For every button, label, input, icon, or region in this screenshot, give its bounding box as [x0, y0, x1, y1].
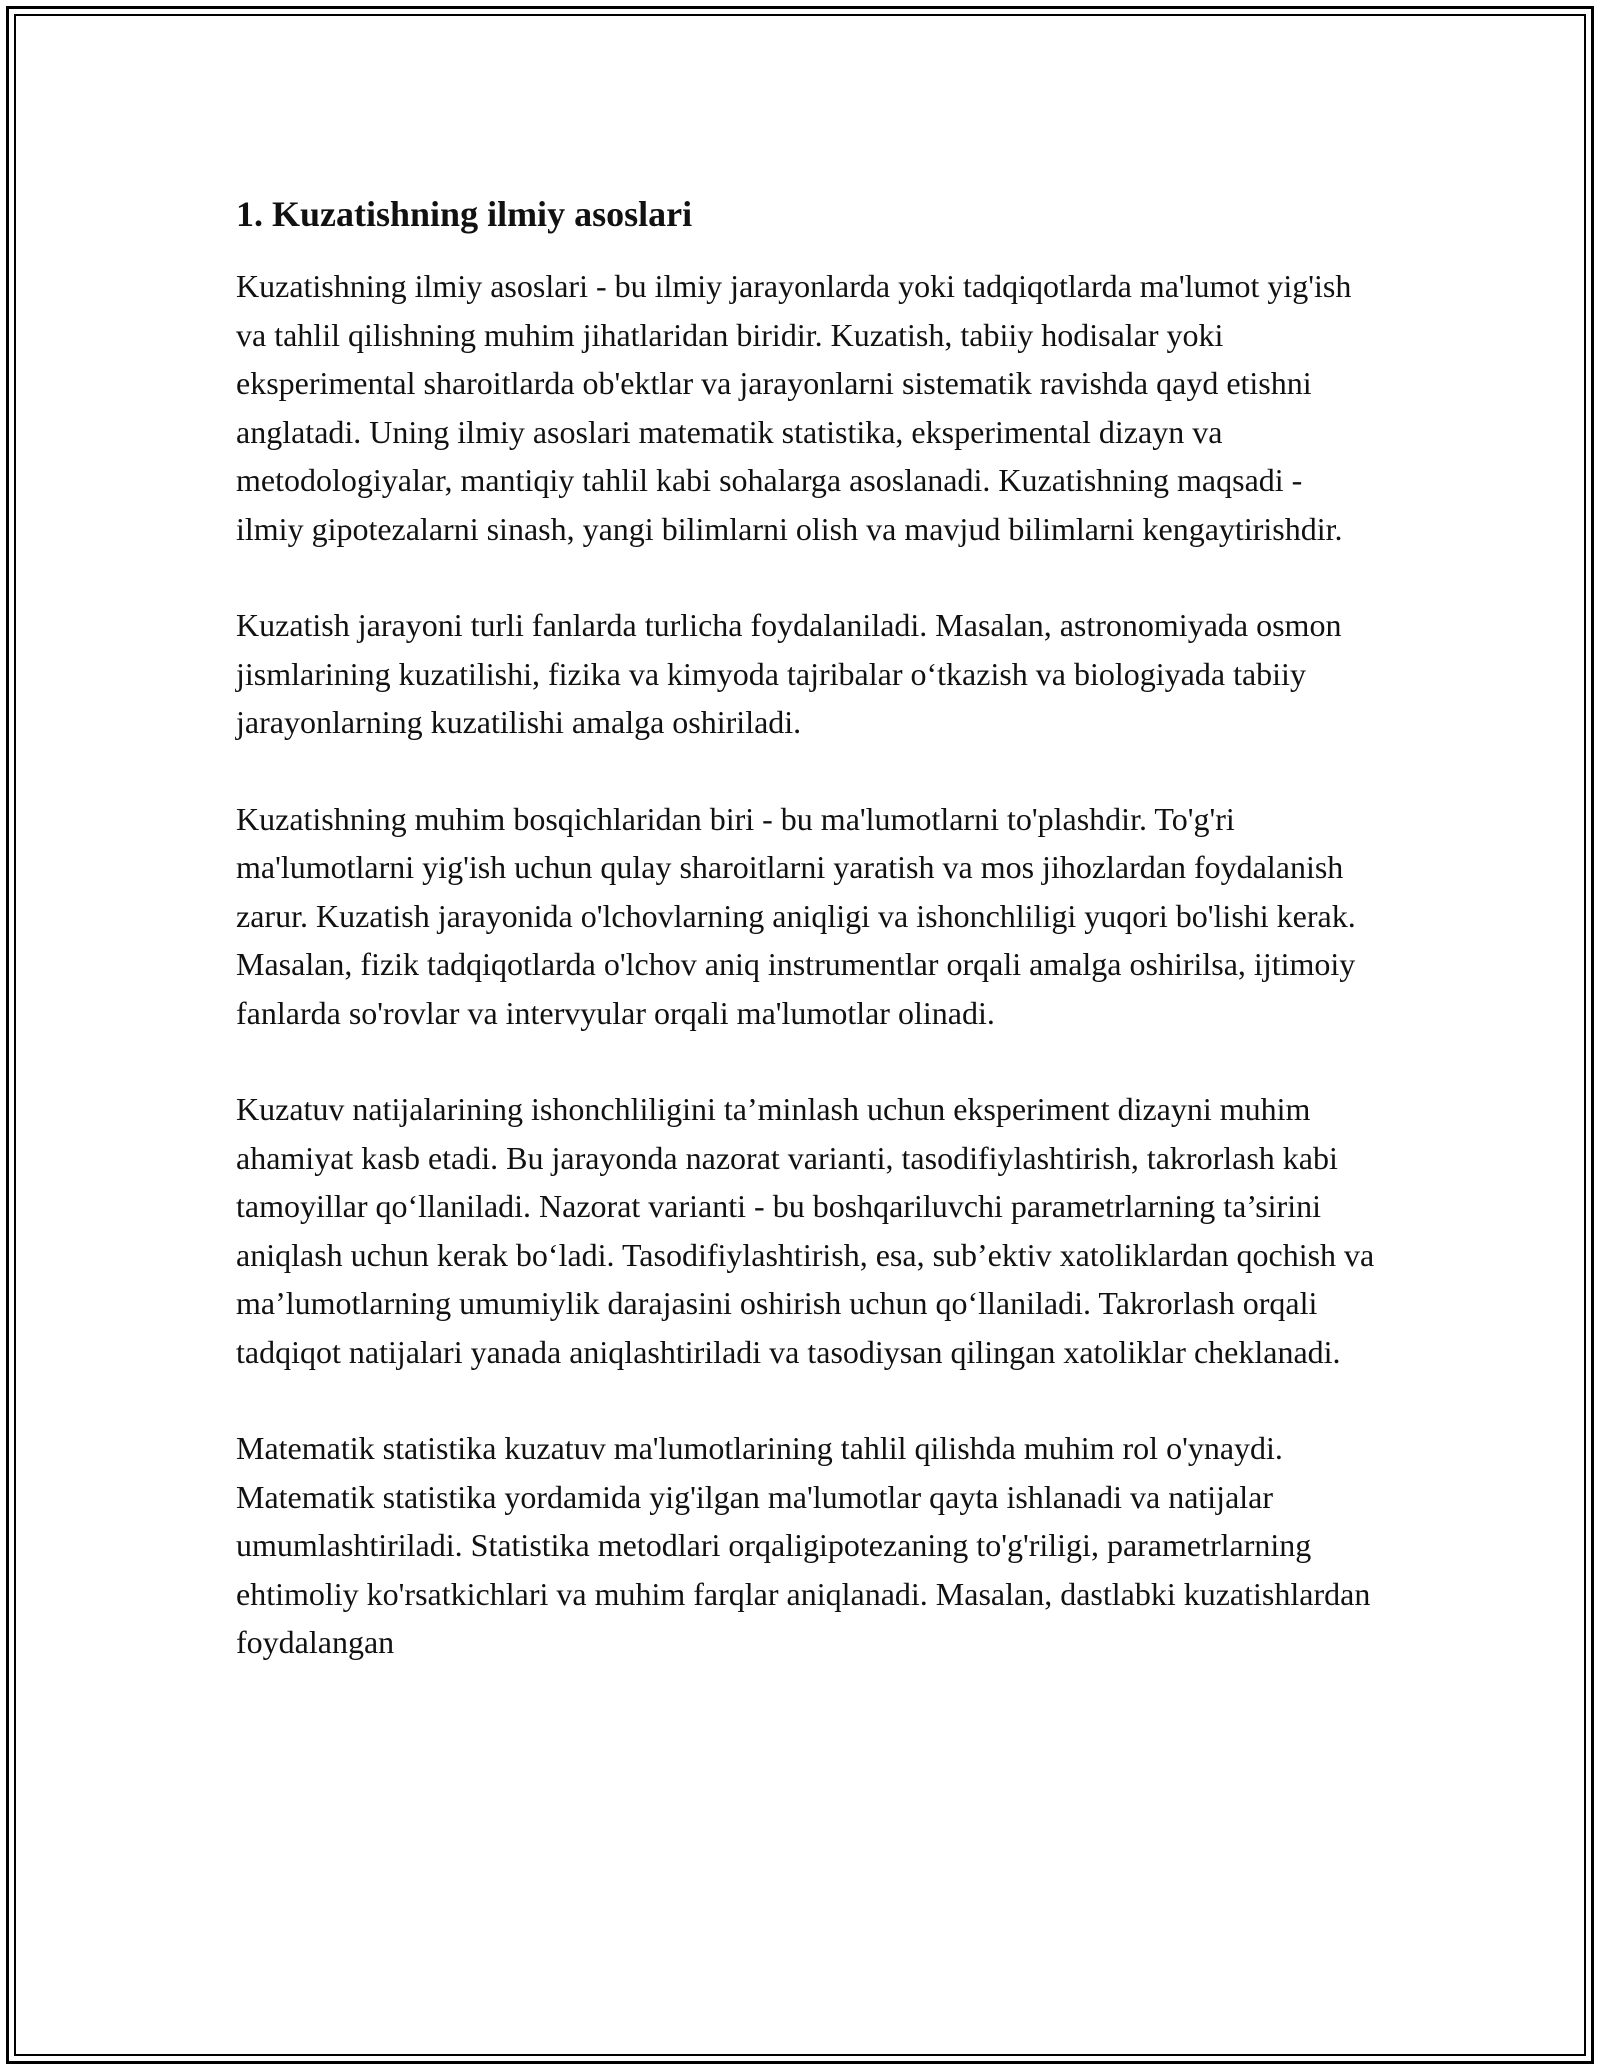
paragraph-1: Kuzatishning ilmiy asoslari - bu ilmiy jarayonlarda yoki tadqiqotlarda ma'lumot yig'ish va tahlil qilishning muhim jihatlaridan biridir. Kuzatish, tabiiy hodisalar yoki eksperimental sharoitlarda ob'ektlar va jarayonlarni sistematik ravishda qayd etishni anglatadi. Uning ilmiy asoslari matematik statistika, eksperimental dizayn va metodologiyalar, mantiqiy tahlil kabi sohalarga asoslanadi. Kuzatishning maqsadi - ilmiy gipotezalarni sinash, yangi bilimlarni olish va mavjud bilimlarni kengaytirishdir. — [236, 268, 1352, 547]
paragraph-4: Kuzatuv natijalarining ishonchliligini ta’minlash uchun eksperiment dizayni muhim ahamiyat kasb etadi. Bu jarayonda nazorat varianti, tasodifiylashtirish, takrorlash kabi tamoyillar qo‘llaniladi. Nazorat varianti - bu boshqariluvchi parametrlarning ta’sirini aniqlash uchun kerak bo‘ladi. Tasodifiylashtirish, esa, sub’ektiv xatoliklardan qochish va ma’lumotlarning umumiylik darajasini oshirish uchun qo‘llaniladi. Takrorlash orqali tadqiqot natijalari yanada aniqlashtiriladi va tasodiysan qilingan xatoliklar cheklanadi. — [236, 1091, 1375, 1370]
document-body — [236, 186, 1376, 1667]
paragraph-5: Matematik statistika kuzatuv ma'lumotlarining tahlil qilishda muhim rol o'ynaydi. Matematik statistika yordamida yig'ilgan ma'lumotlar qayta ishlanadi va natijalar umumlashtiriladi. Statistika metodlari orqaligipotezaning to'g'riligi, parametrlarning ehtimoliy ko'rsatkichlari va muhim farqlar aniqlanadi. Masalan, dastlabki kuzatishlardan foydalangan — [236, 1430, 1371, 1660]
paragraph-3: Kuzatishning muhim bosqichlaridan biri - bu ma'lumotlarni to'plashdir. To'g'ri ma'lumotlarni yig'ish uchun qulay sharoitlarni yaratish va mos jihozlardan foydalanish zarur. Kuzatish jarayonida o'lchovlarning aniqligi va ishonchliligi yuqori bo'lishi kerak. Masalan, fizik tadqiqotlarda o'lchov aniq instrumentlar orqali amalga oshirilsa, ijtimoiy fanlarda so'rovlar va intervyular orqali ma'lumotlar olinadi. — [236, 800, 1356, 1031]
paragraph-2: Kuzatish jarayoni turli fanlarda turlicha foydalaniladi. Masalan, astronomiyada osmon jismlarining kuzatilishi, fizika va kimyoda tajribalar o‘tkazish va biologiyada tabiiy jarayonlarning kuzatilishi amalga oshiriladi. — [236, 607, 1342, 740]
section-heading: 1. Kuzatishning ilmiy asoslari — [236, 194, 693, 234]
